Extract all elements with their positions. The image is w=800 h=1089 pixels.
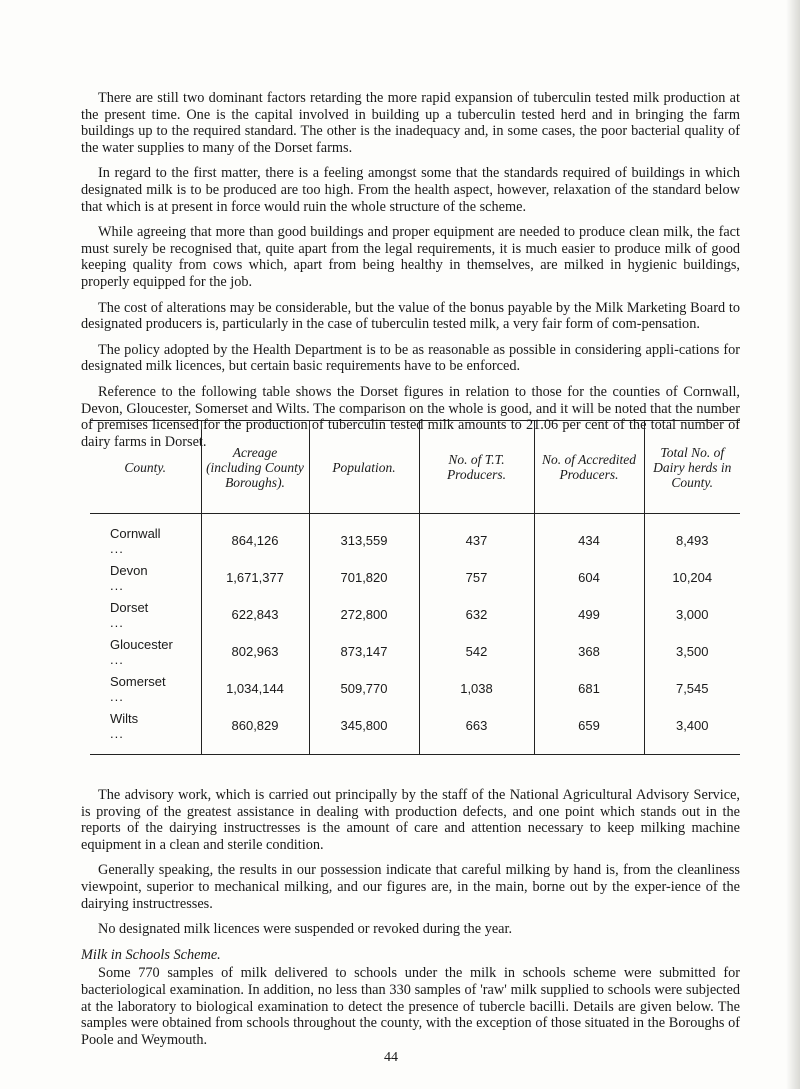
paragraph: No designated milk licences were suspended or revoked during the year. — [98, 921, 513, 938]
cell-acreage: 802,963 — [201, 633, 309, 670]
cell-dairy-herds: 3,400 — [644, 707, 740, 755]
header-tt-producers: No. of T.T. Producers. — [419, 421, 534, 514]
paragraph: Reference to the following table shows the Dorset figures in relation to those for the counties of Cornwall, Devon, Gloucester, Somerset and Wilts. The comparison on the whole is good, and it will be noted that the number of premises licensed for the production of tuberculin tested milk amounts to 21.06 per cent of the total number of dairy farms in Dorset. — [81, 383, 740, 450]
cell-population: 272,800 — [309, 596, 419, 633]
leader-dots: ... — [110, 540, 124, 556]
leader-dots: ... — [110, 725, 124, 741]
cell-population: 701,820 — [309, 559, 419, 596]
county-name: Dorset — [110, 599, 149, 615]
table-row — [90, 596, 740, 633]
paragraph: In regard to the first matter, there is a feeling amongst some that the standards required of buildings in which designated milk is to be produced are too high. From the health aspect, however, relaxation of the standard below that which is at present in force would ruin the whole structure of the scheme. — [81, 165, 740, 215]
cell-tt-producers: 632 — [419, 596, 534, 633]
cell-population: 873,147 — [309, 633, 419, 670]
cell-accredited-producers: 499 — [534, 596, 644, 633]
cell-tt-producers: 542 — [419, 633, 534, 670]
cell-acreage: 1,671,377 — [201, 559, 309, 596]
county-name: Somerset — [110, 673, 166, 689]
cell-dairy-herds: 10,204 — [644, 559, 740, 596]
paragraph: The policy adopted by the Health Department is to be as reasonable as possible in considering appli-cations for designated milk licences, but certain basic requirements have to be enforced. — [81, 341, 740, 375]
paragraph: Generally speaking, the results in our possession indicate that careful milking by hand is, from the cleanliness viewpoint, superior to mechanical milking, and our figures are, in the main, borne out by the exper-ience of the dairying instructresses. — [81, 862, 740, 912]
cell-population: 345,800 — [309, 707, 419, 755]
header-accredited-producers: No. of Accredited Producers. — [534, 421, 644, 514]
cell-county — [90, 596, 201, 633]
cell-acreage: 860,829 — [201, 707, 309, 755]
header-population: Population. — [309, 421, 419, 514]
cell-county — [90, 514, 201, 560]
cell-tt-producers: 437 — [419, 514, 534, 560]
cell-dairy-herds: 3,500 — [644, 633, 740, 670]
cell-tt-producers: 757 — [419, 559, 534, 596]
leader-dots: ... — [110, 651, 124, 667]
table-row — [90, 707, 740, 755]
paragraph: Some 770 samples of milk delivered to schools under the milk in schools scheme were submitted for bacteriological examination. In addition, no less than 330 samples of 'raw' milk supplied to schools were subjected at the laboratory to biological examination to detect the presence of tubercle bacilli. Details are given below. The samples were obtained from schools throughout the county, with the exception of those situated in the Boroughs of Poole and Weymouth. — [81, 965, 740, 1048]
header-county: County. — [90, 421, 201, 514]
table-row — [90, 670, 740, 707]
cell-accredited-producers: 434 — [534, 514, 644, 560]
cell-acreage: 622,843 — [201, 596, 309, 633]
paragraph: The advisory work, which is carried out principally by the staff of the National Agricultural Advisory Service, is proving of the greatest assistance in dealing with production defects, and one point which stands out in the reports of the dairying instructresses is the amount of care and attention necessary to keep milking machine equipment in a clean and sterile condition. — [81, 787, 740, 853]
county-name: Cornwall — [110, 525, 161, 541]
paragraph: The cost of alterations may be considerable, but the value of the bonus payable by the Milk Marketing Board to designated producers is, particularly in the case of tuberculin tested milk, a very fair form of com-pensation. — [81, 299, 740, 333]
cell-dairy-herds: 8,493 — [644, 514, 740, 560]
cell-dairy-herds: 3,000 — [644, 596, 740, 633]
table-row — [90, 633, 740, 670]
paragraph: There are still two dominant factors retarding the more rapid expansion of tuberculin tested milk production at the present time. One is the capital involved in building up a tuberculin tested herd and in bringing the farm buildings up to the required standard. The other is the inadequacy and, in some cases, the poor bacterial quality of the water supplies to many of the Dorset farms. — [81, 90, 740, 156]
cell-county — [90, 559, 201, 596]
section-subheading: Milk in Schools Scheme. — [81, 946, 221, 963]
leader-dots: ... — [110, 688, 124, 704]
leader-dots: ... — [110, 614, 124, 630]
cell-county — [90, 633, 201, 670]
table-row — [90, 559, 740, 596]
cell-county — [90, 707, 201, 755]
cell-county — [90, 670, 201, 707]
bottom-text-block — [81, 787, 740, 1057]
paragraph: While agreeing that more than good buildings and proper equipment are needed to produce clean milk, the fact must surely be recognised that, quite apart from the legal requirements, it is much easier to produce milk of good keeping quality from cows which, apart from being healthy in themselves, are milked in hygienic buildings, properly equipped for the job. — [81, 224, 740, 290]
header-acreage: Acreage (including County Boroughs). — [201, 421, 309, 514]
page-number: 44 — [384, 1050, 398, 1065]
cell-acreage: 864,126 — [201, 514, 309, 560]
cell-population: 313,559 — [309, 514, 419, 560]
cell-accredited-producers: 681 — [534, 670, 644, 707]
cell-accredited-producers: 604 — [534, 559, 644, 596]
county-name: Devon — [110, 562, 148, 578]
page-edge-shadow — [786, 0, 800, 1089]
cell-tt-producers: 1,038 — [419, 670, 534, 707]
table-header-row — [90, 421, 740, 514]
cell-accredited-producers: 368 — [534, 633, 644, 670]
top-text-block — [81, 90, 740, 459]
cell-dairy-herds: 7,545 — [644, 670, 740, 707]
cell-acreage: 1,034,144 — [201, 670, 309, 707]
table-row — [90, 514, 740, 560]
county-name: Gloucester — [110, 636, 173, 652]
cell-accredited-producers: 659 — [534, 707, 644, 755]
cell-population: 509,770 — [309, 670, 419, 707]
cell-tt-producers: 663 — [419, 707, 534, 755]
county-name: Wilts — [110, 710, 139, 726]
leader-dots: ... — [110, 577, 124, 593]
header-dairy-herds: Total No. of Dairy herds in County. — [644, 421, 740, 514]
county-comparison-table — [90, 420, 740, 755]
